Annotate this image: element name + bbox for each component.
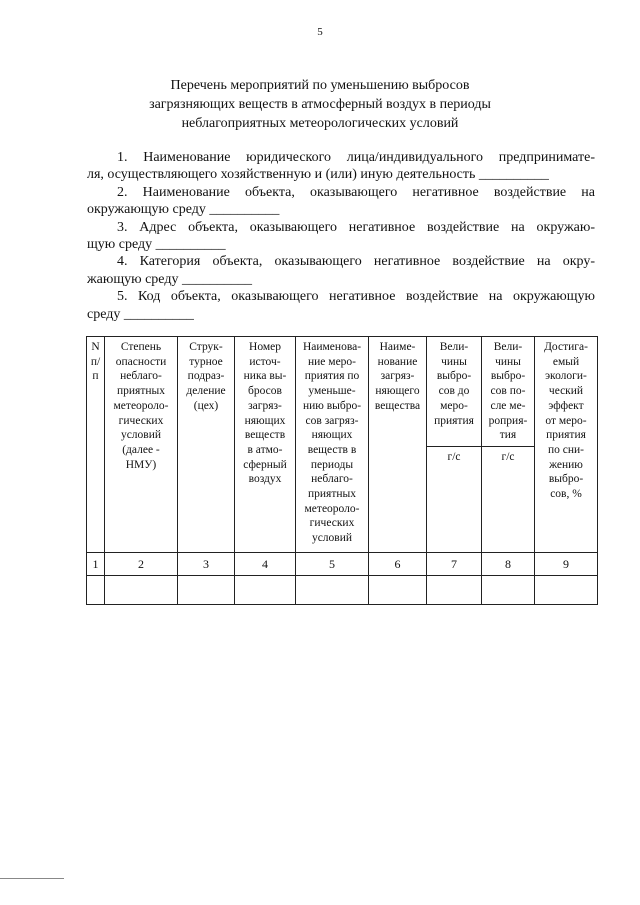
margin-rule bbox=[0, 878, 64, 879]
item-4-line-1: 4. Категория объекта, оказывающего негативное воздействие на окру- bbox=[117, 254, 595, 270]
column-number-cell: 3 bbox=[178, 552, 235, 575]
item-3-line-1: 3. Адрес объекта, оказывающего негативное воздействие на окружаю- bbox=[117, 219, 595, 235]
header-cell: Наименова- ние меро- приятия по уменьше- нию выбро- сов загряз- няющих веществ в периоды неблаго- приятных метеороло- гических условий bbox=[296, 337, 369, 553]
item-3-line-2: щую среду __________ bbox=[87, 237, 226, 253]
unit-cell: г/с bbox=[482, 446, 535, 552]
unit-cell: г/с bbox=[427, 446, 482, 552]
header-cell: Номер источ- ника вы- бросов загряз- няющих веществ в атмо- сферный воздух bbox=[235, 337, 296, 553]
object-info-list bbox=[87, 149, 595, 323]
header-row bbox=[87, 337, 598, 447]
item-4-line-2: жающую среду __________ bbox=[87, 271, 252, 287]
header-cell: Наиме- нование загряз- няющего вещества bbox=[369, 337, 427, 553]
header-cell: Степень опасности неблаго- приятных метеороло- гических условий (далее - НМУ) bbox=[105, 337, 178, 553]
item-2-line-2: окружающую среду __________ bbox=[87, 202, 280, 218]
item-5-line-2: среду __________ bbox=[87, 306, 194, 322]
column-number-row bbox=[87, 552, 598, 575]
column-number-cell: 8 bbox=[482, 552, 535, 575]
empty-cell bbox=[296, 575, 369, 604]
measures-table bbox=[86, 336, 598, 605]
title-line: загрязняющих веществ в атмосферный воздух в периоды bbox=[149, 97, 491, 112]
column-number-cell: 4 bbox=[235, 552, 296, 575]
empty-cell bbox=[369, 575, 427, 604]
header-cell: Достига- емый экологи- ческий эффект от меро- приятия по сни- жению выбро- сов, % bbox=[535, 337, 598, 553]
empty-cell bbox=[105, 575, 178, 604]
column-number-cell: 2 bbox=[105, 552, 178, 575]
header-cell: N п/ п bbox=[87, 337, 105, 553]
column-number-cell: 7 bbox=[427, 552, 482, 575]
item-5-line-1: 5. Код объекта, оказывающего негативное воздействие на окружающую bbox=[117, 289, 595, 305]
header-cell: Струк- турное подраз- деление (цех) bbox=[178, 337, 235, 553]
empty-data-row bbox=[87, 575, 598, 604]
empty-cell bbox=[235, 575, 296, 604]
empty-cell bbox=[427, 575, 482, 604]
document-title bbox=[80, 76, 560, 133]
empty-cell bbox=[178, 575, 235, 604]
page-number: 5 bbox=[317, 26, 323, 38]
column-number-cell: 5 bbox=[296, 552, 369, 575]
column-number-cell: 1 bbox=[87, 552, 105, 575]
item-1-line-1: 1. Наименование юридического лица/индивидуального предпринимате- bbox=[117, 150, 595, 165]
title-line: неблагоприятных метеорологических условий bbox=[181, 116, 459, 131]
column-number-cell: 6 bbox=[369, 552, 427, 575]
empty-cell bbox=[535, 575, 598, 604]
title-line: Перечень мероприятий по уменьшению выбросов bbox=[170, 78, 470, 93]
empty-cell bbox=[482, 575, 535, 604]
item-2-line-1: 2. Наименование объекта, оказывающего негативное воздействие на bbox=[117, 184, 595, 200]
column-number-cell: 9 bbox=[535, 552, 598, 575]
header-cell: Вели- чины выбро- сов до меро- приятия bbox=[427, 337, 482, 447]
empty-cell bbox=[87, 575, 105, 604]
item-1-line-2: ля, осуществляющего хозяйственную и (или) иную деятельность __________ bbox=[87, 167, 549, 183]
header-cell: Вели- чины выбро- сов по- сле ме- роприя- тия bbox=[482, 337, 535, 447]
